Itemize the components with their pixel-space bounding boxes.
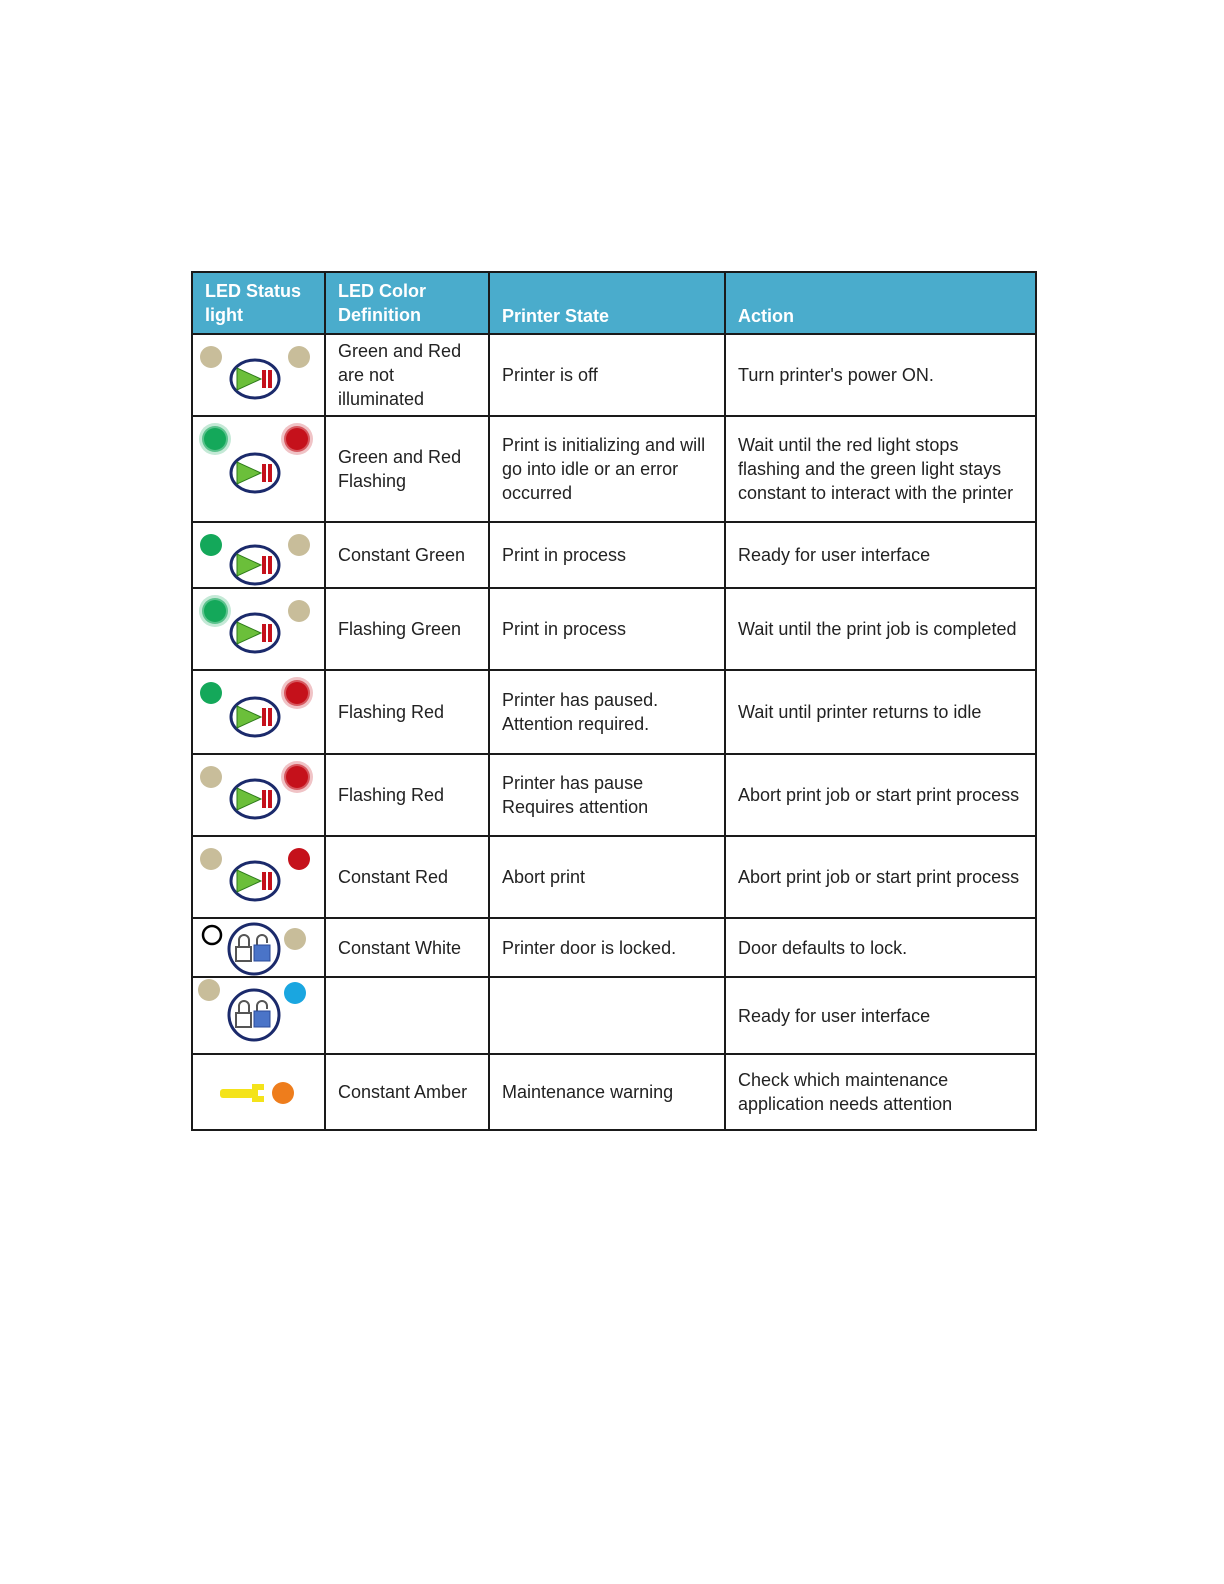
printer-state-cell: Printer has pause Requires attention xyxy=(489,754,725,836)
left-led-indicator xyxy=(199,595,231,627)
led-status-cell xyxy=(192,918,325,977)
table-row xyxy=(192,836,1036,918)
led-status-cell xyxy=(192,836,325,918)
printer-state-cell: Printer has paused. Attention required. xyxy=(489,670,725,754)
led-color-definition-cell: Constant Red xyxy=(325,836,489,918)
right-led-indicator xyxy=(281,423,313,455)
table-row xyxy=(192,522,1036,588)
action-cell: Wait until the print job is completed xyxy=(725,588,1036,670)
table-row xyxy=(192,334,1036,416)
led-status-cell xyxy=(192,416,325,522)
header-led-status-light: LED Status light xyxy=(192,272,325,334)
table-row xyxy=(192,588,1036,670)
printer-state-cell: Printer door is locked. xyxy=(489,918,725,977)
right-led-indicator xyxy=(281,677,313,709)
table-row xyxy=(192,416,1036,522)
led-status-cell xyxy=(192,670,325,754)
printer-state-cell: Print in process xyxy=(489,588,725,670)
led-status-table xyxy=(191,271,1037,1131)
led-color-definition-cell: Constant Amber xyxy=(325,1054,489,1130)
led-indicator-graphic xyxy=(193,837,325,919)
printer-state-cell: Print is initializing and will go into idle or an error occurred xyxy=(489,416,725,522)
play-pause-icon xyxy=(231,614,279,652)
action-cell: Check which maintenance application needs attention xyxy=(725,1054,1036,1130)
led-indicator-graphic xyxy=(193,978,325,1055)
right-led-indicator xyxy=(288,346,310,368)
led-indicator-graphic xyxy=(193,589,325,671)
action-cell: Wait until printer returns to idle xyxy=(725,670,1036,754)
table-row xyxy=(192,1054,1036,1130)
led-color-definition-cell: Green and Red Flashing xyxy=(325,416,489,522)
printer-state-cell: Printer is off xyxy=(489,334,725,416)
led-color-definition-cell xyxy=(325,977,489,1054)
led-status-cell xyxy=(192,754,325,836)
play-pause-icon xyxy=(231,862,279,900)
play-pause-icon xyxy=(231,780,279,818)
play-pause-icon xyxy=(231,454,279,492)
header-printer-state: Printer State xyxy=(489,272,725,334)
right-led-indicator xyxy=(284,928,306,950)
left-led-indicator xyxy=(203,926,221,944)
left-led-indicator xyxy=(199,423,231,455)
printer-state-cell: Print in process xyxy=(489,522,725,588)
led-color-definition-cell: Constant Green xyxy=(325,522,489,588)
left-led-indicator xyxy=(200,848,222,870)
right-led-indicator xyxy=(288,848,310,870)
table-row xyxy=(192,977,1036,1054)
action-cell: Wait until the red light stops flashing and the green light stays constant to interact with the printer xyxy=(725,416,1036,522)
play-pause-icon xyxy=(231,698,279,736)
play-pause-icon xyxy=(231,360,279,398)
led-color-definition-cell: Flashing Green xyxy=(325,588,489,670)
left-led-indicator xyxy=(200,534,222,556)
led-indicator-graphic xyxy=(193,919,325,978)
led-color-definition-cell: Constant White xyxy=(325,918,489,977)
action-cell: Ready for user interface xyxy=(725,522,1036,588)
table-row xyxy=(192,754,1036,836)
led-status-cell xyxy=(192,334,325,416)
left-led-indicator xyxy=(200,766,222,788)
printer-state-cell: Abort print xyxy=(489,836,725,918)
play-pause-icon xyxy=(231,546,279,584)
action-cell: Door defaults to lock. xyxy=(725,918,1036,977)
led-color-definition-cell: Green and Red are not illuminated xyxy=(325,334,489,416)
right-led-indicator xyxy=(284,982,306,1004)
right-led-indicator xyxy=(288,534,310,556)
led-indicator-graphic xyxy=(193,1055,325,1131)
led-status-cell xyxy=(192,588,325,670)
lock-icon xyxy=(229,924,279,974)
led-status-cell xyxy=(192,977,325,1054)
action-cell: Abort print job or start print process xyxy=(725,754,1036,836)
action-cell: Abort print job or start print process xyxy=(725,836,1036,918)
left-led-indicator xyxy=(198,979,220,1001)
led-color-definition-cell: Flashing Red xyxy=(325,670,489,754)
led-status-cell xyxy=(192,522,325,588)
led-indicator-graphic xyxy=(193,417,325,523)
action-cell: Turn printer's power ON. xyxy=(725,334,1036,416)
led-indicator-graphic xyxy=(193,671,325,755)
led-indicator-graphic xyxy=(193,335,325,417)
table-row xyxy=(192,670,1036,754)
led-color-definition-cell: Flashing Red xyxy=(325,754,489,836)
led-indicator-graphic xyxy=(193,755,325,837)
table-row xyxy=(192,918,1036,977)
led-indicator-graphic xyxy=(193,523,325,589)
right-led-indicator xyxy=(281,761,313,793)
table-header-row xyxy=(192,272,1036,334)
wrench-icon xyxy=(220,1084,264,1102)
right-led-indicator xyxy=(272,1082,294,1104)
left-led-indicator xyxy=(200,346,222,368)
left-led-indicator xyxy=(200,682,222,704)
lock-icon xyxy=(229,990,279,1040)
printer-state-cell xyxy=(489,977,725,1054)
header-led-color-definition: LED Color Definition xyxy=(325,272,489,334)
led-status-cell xyxy=(192,1054,325,1130)
action-cell: Ready for user interface xyxy=(725,977,1036,1054)
printer-state-cell: Maintenance warning xyxy=(489,1054,725,1130)
right-led-indicator xyxy=(288,600,310,622)
header-action: Action xyxy=(725,272,1036,334)
